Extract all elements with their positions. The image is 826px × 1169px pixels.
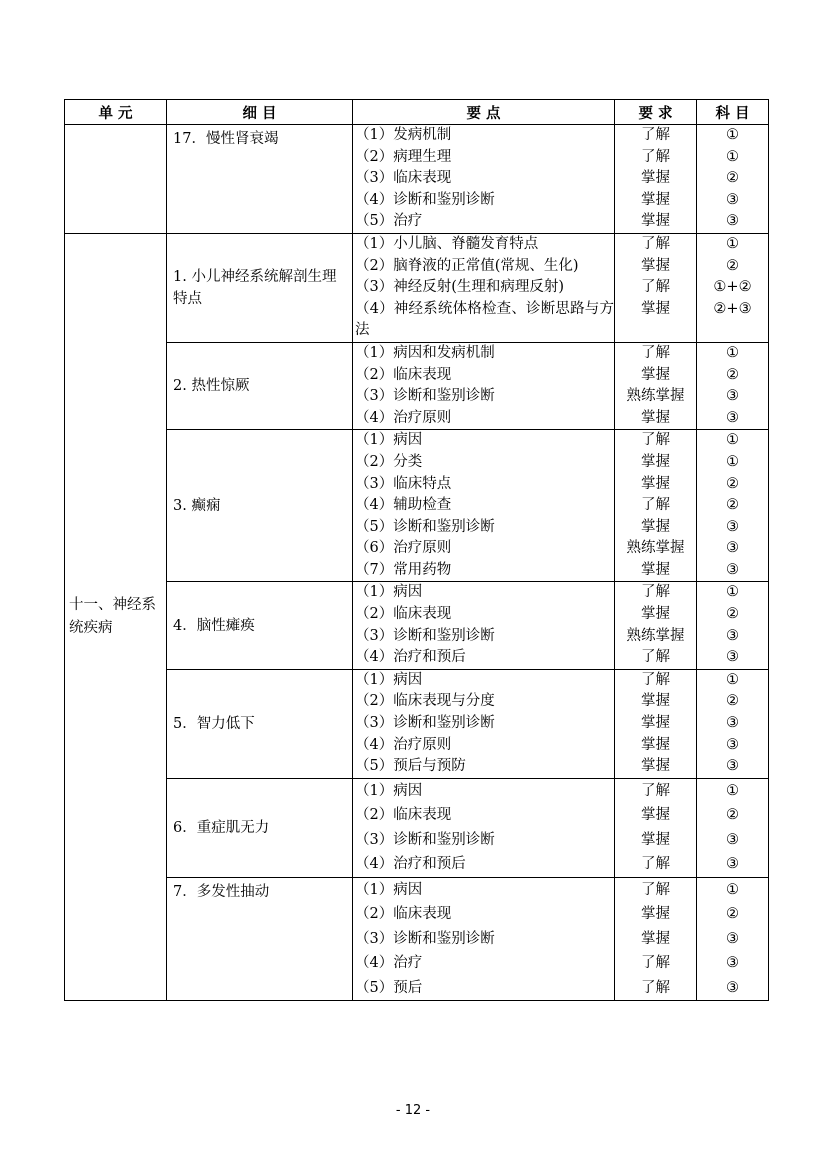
requirement-text: 掌握	[641, 213, 670, 230]
point-text: （1）病因和发病机制	[355, 344, 495, 361]
subject-text: ③	[726, 518, 739, 535]
point-text: （2）脑脊液的正常值(常规、生化)	[355, 257, 579, 274]
syllabus-table	[64, 99, 769, 1001]
subject-text: ③	[726, 930, 739, 947]
subject-text: ①	[726, 671, 739, 688]
point-text: （2）临床表现	[355, 807, 452, 824]
requirement-cell	[615, 778, 697, 877]
subject-cell	[697, 233, 769, 342]
requirement-text: 掌握	[641, 693, 670, 710]
point-text: （4）治疗和预后	[355, 649, 466, 666]
requirement-text: 了解	[641, 432, 670, 449]
subject-cell	[697, 778, 769, 877]
point-text: （6）治疗原则	[355, 540, 452, 557]
topic-cell: 6．重症肌无力	[167, 778, 353, 877]
unit-cell-nervous: 十一、神经系统疾病	[65, 233, 167, 1000]
points-cell	[353, 342, 615, 429]
point-text: （4）治疗和预后	[355, 856, 466, 873]
requirement-text: 掌握	[641, 191, 670, 208]
requirement-cell	[615, 125, 697, 234]
requirement-text: 了解	[641, 671, 670, 688]
subject-text: ③	[726, 955, 739, 972]
spacer	[615, 320, 696, 342]
requirement-text: 掌握	[641, 518, 670, 535]
requirement-text: 了解	[641, 235, 670, 252]
point-text: （1）病因	[355, 782, 423, 799]
point-text: （3）诊断和鉴别诊断	[355, 388, 495, 405]
requirement-text: 了解	[641, 344, 670, 361]
points-cell	[353, 778, 615, 877]
subject-text: ③	[726, 213, 739, 230]
header-subject: 科 目	[697, 100, 769, 125]
point-text: （3）神经反射(生理和病理反射)	[355, 279, 565, 296]
subject-cell	[697, 582, 769, 669]
point-text: （3）诊断和鉴别诊断	[355, 627, 495, 644]
header-unit: 单 元	[65, 100, 167, 125]
subject-text: ③	[726, 540, 739, 557]
point-text: （2）临床表现	[355, 366, 452, 383]
subject-text: ③	[726, 561, 739, 578]
subject-text: ③	[726, 758, 739, 775]
header-row	[65, 100, 769, 125]
table-row	[65, 669, 769, 778]
table-body	[65, 125, 769, 1001]
points-cell	[353, 669, 615, 778]
requirement-text: 掌握	[641, 930, 670, 947]
requirement-text: 了解	[641, 649, 670, 666]
subject-text: ③	[726, 649, 739, 666]
subject-text: ③	[726, 831, 739, 848]
subject-text: ②	[726, 366, 739, 383]
points-cell	[353, 582, 615, 669]
requirement-text: 了解	[641, 497, 670, 514]
point-text: （3）临床表现	[355, 170, 452, 187]
table-row	[65, 582, 769, 669]
subject-text: ②	[726, 497, 739, 514]
topic-cell: 17．慢性肾衰竭	[167, 125, 353, 234]
point-text: （4）治疗原则	[355, 736, 452, 753]
point-text: （5）治疗	[355, 213, 423, 230]
points-cell	[353, 877, 615, 1001]
subject-text: ①+②	[713, 279, 752, 296]
requirement-text: 掌握	[641, 475, 670, 492]
requirement-text: 掌握	[641, 453, 670, 470]
requirement-cell	[615, 582, 697, 669]
subject-text: ①	[726, 148, 739, 165]
subject-text: ②	[726, 257, 739, 274]
requirement-text: 掌握	[641, 736, 670, 753]
point-text: （5）预后与预防	[355, 758, 466, 775]
subject-text: ③	[726, 388, 739, 405]
point-text: （4）辅助检查	[355, 497, 452, 514]
requirement-text: 掌握	[641, 170, 670, 187]
requirement-text: 熟练掌握	[626, 540, 685, 557]
subject-text: ③	[726, 409, 739, 426]
requirement-text: 掌握	[641, 300, 670, 317]
requirement-text: 了解	[641, 148, 670, 165]
points-cell	[353, 233, 615, 342]
point-text: （4）诊断和鉴别诊断	[355, 191, 495, 208]
requirement-text: 了解	[641, 782, 670, 799]
subject-text: ①	[726, 127, 739, 143]
requirement-text: 掌握	[641, 409, 670, 426]
subject-text: ②	[726, 606, 739, 623]
table-row	[65, 778, 769, 877]
subject-text: ①	[726, 344, 739, 361]
subject-text: ①	[726, 432, 739, 449]
point-text: （5）预后	[355, 979, 423, 996]
requirement-cell	[615, 877, 697, 1001]
requirement-text: 熟练掌握	[626, 388, 685, 405]
subject-text: ②	[726, 807, 739, 824]
subject-text: ③	[726, 191, 739, 208]
subject-text: ③	[726, 715, 739, 732]
requirement-text: 掌握	[641, 606, 670, 623]
requirement-text: 熟练掌握	[626, 627, 685, 644]
requirement-text: 了解	[641, 127, 670, 143]
subject-text: ②	[726, 693, 739, 710]
subject-text: ③	[726, 979, 739, 996]
point-text: （1）发病机制	[355, 127, 452, 143]
point-text: （2）临床表现	[355, 906, 452, 923]
requirement-text: 了解	[641, 955, 670, 972]
subject-cell	[697, 125, 769, 234]
requirement-cell	[615, 342, 697, 429]
subject-text: ②+③	[713, 300, 752, 317]
page-number: - 12 -	[395, 1103, 431, 1118]
point-text: （3）诊断和鉴别诊断	[355, 930, 495, 947]
subject-cell	[697, 342, 769, 429]
topic-cell: 3. 癫痫	[167, 430, 353, 582]
point-text: （3）诊断和鉴别诊断	[355, 831, 495, 848]
subject-cell	[697, 430, 769, 582]
requirement-text: 了解	[641, 584, 670, 601]
requirement-text: 掌握	[641, 715, 670, 732]
requirement-cell	[615, 233, 697, 342]
table-row	[65, 342, 769, 429]
header-requirement: 要 求	[615, 100, 697, 125]
requirement-text: 掌握	[641, 366, 670, 383]
points-cell	[353, 125, 615, 234]
subject-text: ③	[726, 856, 739, 873]
point-text: （2）分类	[355, 453, 423, 470]
subject-text: ①	[726, 782, 739, 799]
requirement-text: 掌握	[641, 758, 670, 775]
point-text: （1）病因	[355, 432, 423, 449]
subject-text: ③	[726, 736, 739, 753]
requirement-text: 了解	[641, 979, 670, 996]
subject-text: ②	[726, 906, 739, 923]
subject-cell	[697, 669, 769, 778]
spacer	[697, 320, 768, 342]
table-row	[65, 233, 769, 342]
point-text: （3）诊断和鉴别诊断	[355, 715, 495, 732]
points-cell	[353, 430, 615, 582]
point-text: （4）治疗原则	[355, 409, 452, 426]
point-text: （1）病因	[355, 584, 423, 601]
topic-cell: 4．脑性瘫痪	[167, 582, 353, 669]
requirement-text: 掌握	[641, 807, 670, 824]
point-text: （2）临床表现	[355, 606, 452, 623]
point-text: （5）诊断和鉴别诊断	[355, 518, 495, 535]
point-text: （2）临床表现与分度	[355, 693, 495, 710]
requirement-text: 掌握	[641, 831, 670, 848]
unit-cell-empty	[65, 125, 167, 234]
table-row	[65, 430, 769, 582]
point-text: （1）病因	[355, 881, 423, 898]
subject-text: ①	[726, 453, 739, 470]
point-text: （4）神经系统体格检查、诊断思路与方法	[355, 300, 614, 339]
requirement-text: 了解	[641, 881, 670, 898]
requirement-text: 了解	[641, 279, 670, 296]
subject-text: ①	[726, 881, 739, 898]
table-row	[65, 877, 769, 1001]
subject-cell	[697, 877, 769, 1001]
subject-text: ①	[726, 235, 739, 252]
topic-cell: 7．多发性抽动	[167, 877, 353, 1001]
point-text: （1）病因	[355, 671, 423, 688]
requirement-cell	[615, 430, 697, 582]
topic-cell: 5．智力低下	[167, 669, 353, 778]
requirement-text: 掌握	[641, 906, 670, 923]
requirement-text: 了解	[641, 856, 670, 873]
subject-text: ③	[726, 627, 739, 644]
point-text: （2）病理生理	[355, 148, 452, 165]
point-text: （4）治疗	[355, 955, 423, 972]
requirement-text: 掌握	[641, 561, 670, 578]
subject-text: ②	[726, 475, 739, 492]
requirement-text: 掌握	[641, 257, 670, 274]
topic-cell: 2. 热性惊厥	[167, 342, 353, 429]
subject-text: ②	[726, 170, 739, 187]
header-topic: 细 目	[167, 100, 353, 125]
topic-cell: 1. 小儿神经系统解剖生理特点	[167, 233, 353, 342]
header-points: 要 点	[353, 100, 615, 125]
requirement-cell	[615, 669, 697, 778]
point-text: （3）临床特点	[355, 475, 452, 492]
point-text: （7）常用药物	[355, 561, 452, 578]
table-row	[65, 125, 769, 234]
subject-text: ①	[726, 584, 739, 601]
point-text: （1）小儿脑、脊髓发育特点	[355, 235, 539, 252]
